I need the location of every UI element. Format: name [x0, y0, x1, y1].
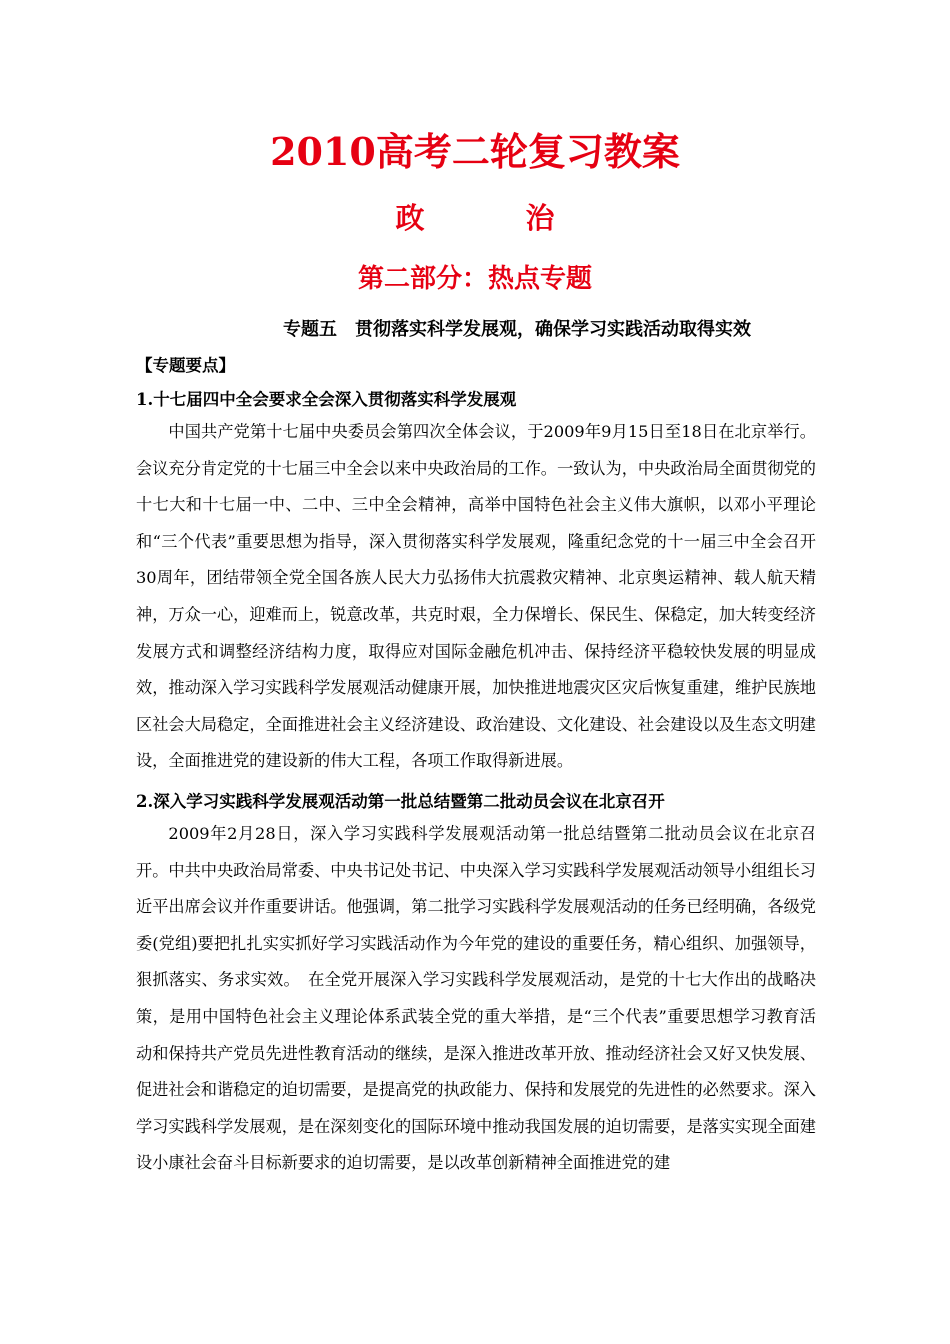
section-2-heading: 2.深入学习实践科学发展观活动第一批总结暨第二批动员会议在北京召开: [136, 792, 665, 811]
topic-heading: 专题五 贯彻落实科学发展观，确保学习实践活动取得实效: [283, 319, 751, 340]
part-title: 第二部分：热点专题: [357, 264, 592, 294]
section-1-heading: 1.十七届四中全会要求全会深入贯彻落实科学发展观: [136, 390, 517, 409]
subject-title: 政 治: [395, 201, 591, 235]
key-points-heading: 【专题要点】: [136, 356, 235, 375]
document-title: 2010高考二轮复习教案: [270, 129, 680, 174]
section-1-paragraph: 中国共产党第十七届中央委员会第四次全体会议，于2009年9月15日至18日在北京举行。会议充分肯定党的十七届三中全会以来中央政治局的工作。一致认为，中央政治局全面贯彻党的十七大和十七届一中、二中、三中全会精神，高举中国特色社会主义伟大旗帜，以邓小平理论和“三个代表”重要思想为指导，深入贯彻落实科学发展观，隆重纪念党的十一届三中全会召开30周年，团结带领全党全国各族人民大力弘扬伟大抗震救灾精神、北京奥运精神、载人航天精神，万众一心，迎难而上，锐意改革，共克时艰，全力保增长、保民生、保稳定，加大转变经济发展方式和调整经济结构力度，取得应对国际金融危机冲击、保持经济平稳较快发展的明显成效，推动深入学习实践科学发展观活动健康开展，加快推进地震灾区灾后恢复重建，维护民族地区社会大局稳定，全面推进社会主义经济建设、政治建设、文化建设、社会建设以及生态文明建设，全面推进党的建设新的伟大工程，各项工作取得新进展。: [136, 422, 816, 771]
section-2-paragraph: 2009年2月28日，深入学习实践科学发展观活动第一批总结暨第二批动员会议在北京召开。中共中央政治局常委、中央书记处书记、中央深入学习实践科学发展观活动领导小组组长习近平出席会议并作重要讲话。他强调，第二批学习实践科学发展观活动的任务已经明确，各级党委(党组)要把扎扎实实抓好学习实践活动作为今年党的建设的重要任务，精心组织、加强领导，狠抓落实、务求实效。 在全党开展深入学习实践科学发展观活动，是党的十七大作出的战略决策，是用中国特色社会主义理论体系武装全党的重大举措，是“三个代表”重要思想学习教育活动和保持共产党员先进性教育活动的继续，是深入推进改革开放、推动经济社会又好又快发展、促进社会和谐稳定的迫切需要，是提高党的执政能力、保持和发展党的先进性的必然要求。深入学习实践科学发展观，是在深刻变化的国际环境中推动我国发展的迫切需要，是落实实现全面建设小康社会奋斗目标新要求的迫切需要，是以改革创新精神全面推进党的建: [136, 824, 816, 1173]
